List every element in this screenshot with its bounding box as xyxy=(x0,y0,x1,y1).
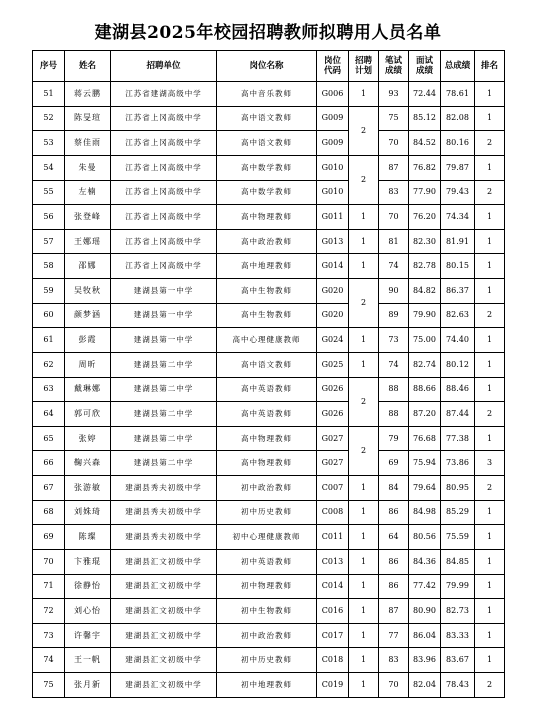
cell-seq: 65 xyxy=(33,426,65,451)
cell-total: 80.12 xyxy=(441,352,475,377)
cell-unit: 江苏省上冈高级中学 xyxy=(111,106,217,131)
cell-plan: 1 xyxy=(349,205,379,230)
cell-unit: 建湖县汇文初级中学 xyxy=(111,673,217,698)
cell-total: 84.85 xyxy=(441,549,475,574)
cell-rank: 2 xyxy=(475,402,505,427)
header-interview-line2: 成绩 xyxy=(415,66,433,76)
cell-interview: 76.82 xyxy=(409,155,441,180)
cell-position: 高中物理教师 xyxy=(217,451,317,476)
cell-code: C007 xyxy=(317,476,349,501)
cell-unit: 江苏省上冈高级中学 xyxy=(111,205,217,230)
cell-rank: 1 xyxy=(475,229,505,254)
cell-interview: 84.36 xyxy=(409,549,441,574)
cell-total: 83.67 xyxy=(441,648,475,673)
cell-plan: 1 xyxy=(349,229,379,254)
cell-total: 82.63 xyxy=(441,303,475,328)
cell-interview: 88.66 xyxy=(409,377,441,402)
cell-written: 75 xyxy=(379,106,409,131)
cell-total: 79.99 xyxy=(441,574,475,599)
cell-interview: 84.52 xyxy=(409,131,441,156)
cell-name: 郭可欣 xyxy=(65,402,111,427)
cell-interview: 82.04 xyxy=(409,673,441,698)
cell-name: 邵娜 xyxy=(65,254,111,279)
header-plan xyxy=(349,51,379,82)
table-row xyxy=(33,673,505,698)
table-row xyxy=(33,82,505,107)
cell-code: G020 xyxy=(317,279,349,304)
cell-seq: 53 xyxy=(33,131,65,156)
cell-name: 朱曼 xyxy=(65,155,111,180)
cell-code: G006 xyxy=(317,82,349,107)
cell-total: 80.16 xyxy=(441,131,475,156)
cell-rank: 1 xyxy=(475,205,505,230)
cell-total: 78.61 xyxy=(441,82,475,107)
cell-interview: 76.20 xyxy=(409,205,441,230)
cell-seq: 75 xyxy=(33,673,65,698)
cell-name: 陈璨 xyxy=(65,525,111,550)
cell-position: 高中数学教师 xyxy=(217,180,317,205)
cell-total: 78.43 xyxy=(441,673,475,698)
cell-seq: 72 xyxy=(33,599,65,624)
cell-total: 82.08 xyxy=(441,106,475,131)
cell-written: 90 xyxy=(379,279,409,304)
cell-written: 70 xyxy=(379,131,409,156)
cell-plan: 1 xyxy=(349,328,379,353)
cell-total: 75.59 xyxy=(441,525,475,550)
cell-seq: 61 xyxy=(33,328,65,353)
cell-plan: 1 xyxy=(349,623,379,648)
cell-seq: 52 xyxy=(33,106,65,131)
cell-code: G010 xyxy=(317,155,349,180)
cell-code: C013 xyxy=(317,549,349,574)
cell-plan: 1 xyxy=(349,673,379,698)
cell-rank: 1 xyxy=(475,525,505,550)
cell-rank: 2 xyxy=(475,476,505,501)
cell-name: 张游敏 xyxy=(65,476,111,501)
cell-interview: 84.98 xyxy=(409,500,441,525)
cell-interview: 85.12 xyxy=(409,106,441,131)
cell-code: G011 xyxy=(317,205,349,230)
cell-seq: 59 xyxy=(33,279,65,304)
cell-unit: 建湖县汇文初级中学 xyxy=(111,574,217,599)
cell-position: 初中心理健康教师 xyxy=(217,525,317,550)
cell-position: 高中语文教师 xyxy=(217,106,317,131)
cell-written: 87 xyxy=(379,599,409,624)
cell-interview: 80.90 xyxy=(409,599,441,624)
table-row xyxy=(33,106,505,131)
cell-seq: 58 xyxy=(33,254,65,279)
table-row xyxy=(33,623,505,648)
cell-code: G026 xyxy=(317,402,349,427)
cell-code: C008 xyxy=(317,500,349,525)
cell-total: 74.40 xyxy=(441,328,475,353)
cell-seq: 56 xyxy=(33,205,65,230)
cell-code: C014 xyxy=(317,574,349,599)
cell-name: 王一帆 xyxy=(65,648,111,673)
table-row xyxy=(33,476,505,501)
cell-position: 初中政治教师 xyxy=(217,623,317,648)
cell-code: G009 xyxy=(317,131,349,156)
cell-total: 87.44 xyxy=(441,402,475,427)
cell-name: 蒋云鹏 xyxy=(65,82,111,107)
cell-position: 高中心理健康教师 xyxy=(217,328,317,353)
cell-written: 83 xyxy=(379,648,409,673)
cell-code: C016 xyxy=(317,599,349,624)
cell-interview: 80.56 xyxy=(409,525,441,550)
cell-unit: 建湖县第二中学 xyxy=(111,402,217,427)
cell-interview: 86.04 xyxy=(409,623,441,648)
cell-rank: 1 xyxy=(475,155,505,180)
cell-rank: 1 xyxy=(475,648,505,673)
cell-plan: 1 xyxy=(349,254,379,279)
cell-position: 高中英语教师 xyxy=(217,377,317,402)
cell-seq: 62 xyxy=(33,352,65,377)
cell-rank: 1 xyxy=(475,426,505,451)
cell-name: 卞雅琨 xyxy=(65,549,111,574)
cell-unit: 江苏省上冈高级中学 xyxy=(111,229,217,254)
cell-position: 高中生物教师 xyxy=(217,279,317,304)
cell-position: 初中物理教师 xyxy=(217,574,317,599)
cell-name: 鞠兴森 xyxy=(65,451,111,476)
cell-rank: 1 xyxy=(475,574,505,599)
cell-rank: 1 xyxy=(475,500,505,525)
cell-plan: 1 xyxy=(349,599,379,624)
cell-name: 周昕 xyxy=(65,352,111,377)
header-interview xyxy=(409,51,441,82)
cell-seq: 73 xyxy=(33,623,65,648)
cell-total: 83.33 xyxy=(441,623,475,648)
cell-rank: 2 xyxy=(475,131,505,156)
cell-name: 刘姝琦 xyxy=(65,500,111,525)
cell-written: 74 xyxy=(379,254,409,279)
header-position: 岗位名称 xyxy=(217,51,317,82)
table-row xyxy=(33,205,505,230)
cell-interview: 82.78 xyxy=(409,254,441,279)
cell-plan: 2 xyxy=(349,279,379,328)
page-title: 建湖县2025年校园招聘教师拟聘用人员名单 xyxy=(94,23,442,43)
cell-unit: 江苏省建湖高级中学 xyxy=(111,82,217,107)
cell-code: G024 xyxy=(317,328,349,353)
header-written-line2: 成绩 xyxy=(384,66,402,76)
cell-written: 69 xyxy=(379,451,409,476)
header-seq: 序号 xyxy=(33,51,65,82)
header-code xyxy=(317,51,349,82)
cell-unit: 建湖县第二中学 xyxy=(111,377,217,402)
cell-unit: 江苏省上冈高级中学 xyxy=(111,131,217,156)
cell-plan: 1 xyxy=(349,549,379,574)
cell-plan: 2 xyxy=(349,377,379,426)
header-written-line1: 笔试 xyxy=(384,56,402,66)
cell-total: 80.15 xyxy=(441,254,475,279)
cell-unit: 建湖县秀夫初级中学 xyxy=(111,525,217,550)
cell-written: 77 xyxy=(379,623,409,648)
cell-position: 高中物理教师 xyxy=(217,426,317,451)
cell-unit: 建湖县第二中学 xyxy=(111,352,217,377)
cell-plan: 1 xyxy=(349,500,379,525)
header-code-line2: 代码 xyxy=(323,66,341,76)
header-plan-line2: 计划 xyxy=(354,66,372,76)
cell-position: 初中英语教师 xyxy=(217,549,317,574)
cell-written: 86 xyxy=(379,500,409,525)
cell-seq: 55 xyxy=(33,180,65,205)
cell-rank: 2 xyxy=(475,180,505,205)
cell-plan: 1 xyxy=(349,648,379,673)
cell-interview: 76.68 xyxy=(409,426,441,451)
cell-code: G025 xyxy=(317,352,349,377)
cell-rank: 2 xyxy=(475,673,505,698)
cell-total: 73.86 xyxy=(441,451,475,476)
table-row xyxy=(33,574,505,599)
cell-name: 张婷 xyxy=(65,426,111,451)
table-row xyxy=(33,500,505,525)
cell-position: 初中生物教师 xyxy=(217,599,317,624)
cell-unit: 建湖县第二中学 xyxy=(111,451,217,476)
cell-seq: 54 xyxy=(33,155,65,180)
table-row xyxy=(33,648,505,673)
cell-name: 左楠 xyxy=(65,180,111,205)
cell-unit: 江苏省上冈高级中学 xyxy=(111,155,217,180)
cell-written: 79 xyxy=(379,426,409,451)
cell-plan: 1 xyxy=(349,352,379,377)
cell-written: 93 xyxy=(379,82,409,107)
cell-position: 初中历史教师 xyxy=(217,648,317,673)
table-row xyxy=(33,303,505,328)
cell-position: 高中语文教师 xyxy=(217,352,317,377)
cell-rank: 2 xyxy=(475,303,505,328)
cell-unit: 建湖县第二中学 xyxy=(111,426,217,451)
cell-interview: 82.74 xyxy=(409,352,441,377)
cell-rank: 1 xyxy=(475,377,505,402)
cell-position: 初中地理教师 xyxy=(217,673,317,698)
header-rank: 排名 xyxy=(475,51,505,82)
cell-plan: 1 xyxy=(349,82,379,107)
cell-seq: 57 xyxy=(33,229,65,254)
cell-rank: 1 xyxy=(475,82,505,107)
cell-written: 70 xyxy=(379,205,409,230)
cell-plan: 2 xyxy=(349,106,379,155)
header-unit: 招聘单位 xyxy=(111,51,217,82)
cell-plan: 2 xyxy=(349,426,379,475)
cell-total: 85.29 xyxy=(441,500,475,525)
cell-name: 王娜瑶 xyxy=(65,229,111,254)
cell-interview: 72.44 xyxy=(409,82,441,107)
cell-written: 89 xyxy=(379,303,409,328)
cell-position: 高中数学教师 xyxy=(217,155,317,180)
cell-total: 86.37 xyxy=(441,279,475,304)
cell-name: 彭霞 xyxy=(65,328,111,353)
cell-plan: 2 xyxy=(349,155,379,204)
cell-total: 79.43 xyxy=(441,180,475,205)
cell-written: 88 xyxy=(379,377,409,402)
cell-seq: 67 xyxy=(33,476,65,501)
cell-name: 陈旻瑄 xyxy=(65,106,111,131)
cell-position: 初中政治教师 xyxy=(217,476,317,501)
cell-written: 70 xyxy=(379,673,409,698)
cell-rank: 1 xyxy=(475,352,505,377)
cell-rank: 1 xyxy=(475,279,505,304)
cell-total: 77.38 xyxy=(441,426,475,451)
cell-code: G027 xyxy=(317,451,349,476)
cell-seq: 63 xyxy=(33,377,65,402)
table-row xyxy=(33,328,505,353)
table-row xyxy=(33,352,505,377)
cell-interview: 79.90 xyxy=(409,303,441,328)
cell-position: 高中语文教师 xyxy=(217,131,317,156)
cell-written: 84 xyxy=(379,476,409,501)
cell-written: 81 xyxy=(379,229,409,254)
cell-interview: 87.20 xyxy=(409,402,441,427)
cell-total: 74.34 xyxy=(441,205,475,230)
cell-unit: 建湖县汇文初级中学 xyxy=(111,623,217,648)
cell-unit: 建湖县汇文初级中学 xyxy=(111,549,217,574)
cell-code: G009 xyxy=(317,106,349,131)
cell-total: 79.87 xyxy=(441,155,475,180)
cell-interview: 79.64 xyxy=(409,476,441,501)
cell-unit: 建湖县汇文初级中学 xyxy=(111,599,217,624)
cell-rank: 1 xyxy=(475,549,505,574)
cell-name: 张登峰 xyxy=(65,205,111,230)
cell-code: C018 xyxy=(317,648,349,673)
cell-rank: 3 xyxy=(475,451,505,476)
cell-rank: 1 xyxy=(475,623,505,648)
cell-code: G013 xyxy=(317,229,349,254)
cell-seq: 51 xyxy=(33,82,65,107)
cell-rank: 1 xyxy=(475,599,505,624)
table-body xyxy=(33,82,505,698)
cell-seq: 60 xyxy=(33,303,65,328)
table-row xyxy=(33,229,505,254)
cell-interview: 77.42 xyxy=(409,574,441,599)
cell-seq: 71 xyxy=(33,574,65,599)
table-row xyxy=(33,549,505,574)
table-row xyxy=(33,599,505,624)
cell-written: 74 xyxy=(379,352,409,377)
cell-unit: 建湖县第一中学 xyxy=(111,328,217,353)
cell-name: 颜梦涵 xyxy=(65,303,111,328)
cell-unit: 江苏省上冈高级中学 xyxy=(111,254,217,279)
cell-total: 88.46 xyxy=(441,377,475,402)
cell-interview: 83.96 xyxy=(409,648,441,673)
cell-seq: 74 xyxy=(33,648,65,673)
cell-position: 高中地理教师 xyxy=(217,254,317,279)
cell-rank: 1 xyxy=(475,254,505,279)
header-written xyxy=(379,51,409,82)
cell-seq: 70 xyxy=(33,549,65,574)
cell-unit: 建湖县秀夫初级中学 xyxy=(111,476,217,501)
cell-unit: 建湖县汇文初级中学 xyxy=(111,648,217,673)
cell-unit: 建湖县秀夫初级中学 xyxy=(111,500,217,525)
cell-plan: 1 xyxy=(349,525,379,550)
header-row xyxy=(33,51,505,82)
cell-interview: 77.90 xyxy=(409,180,441,205)
cell-code: G020 xyxy=(317,303,349,328)
header-interview-line1: 面试 xyxy=(415,56,433,66)
cell-interview: 84.82 xyxy=(409,279,441,304)
cell-code: G010 xyxy=(317,180,349,205)
cell-code: C017 xyxy=(317,623,349,648)
cell-position: 高中政治教师 xyxy=(217,229,317,254)
cell-name: 刘心怡 xyxy=(65,599,111,624)
cell-name: 许馨宇 xyxy=(65,623,111,648)
table-row xyxy=(33,426,505,451)
cell-name: 吴牧秋 xyxy=(65,279,111,304)
table-row xyxy=(33,254,505,279)
table-row xyxy=(33,377,505,402)
cell-code: G014 xyxy=(317,254,349,279)
cell-unit: 建湖县第一中学 xyxy=(111,279,217,304)
cell-written: 73 xyxy=(379,328,409,353)
cell-name: 张月新 xyxy=(65,673,111,698)
table-row xyxy=(33,451,505,476)
cell-interview: 82.30 xyxy=(409,229,441,254)
cell-written: 86 xyxy=(379,574,409,599)
table-row xyxy=(33,155,505,180)
cell-written: 88 xyxy=(379,402,409,427)
cell-rank: 1 xyxy=(475,106,505,131)
cell-name: 蔡佳雨 xyxy=(65,131,111,156)
cell-code: G027 xyxy=(317,426,349,451)
table-row xyxy=(33,180,505,205)
table-row xyxy=(33,525,505,550)
header-code-line1: 岗位 xyxy=(323,56,341,66)
cell-position: 高中生物教师 xyxy=(217,303,317,328)
cell-code: C019 xyxy=(317,673,349,698)
cell-position: 高中英语教师 xyxy=(217,402,317,427)
header-total: 总成绩 xyxy=(441,51,475,82)
cell-interview: 75.00 xyxy=(409,328,441,353)
cell-code: G026 xyxy=(317,377,349,402)
header-plan-line1: 招聘 xyxy=(354,56,372,66)
cell-interview: 75.94 xyxy=(409,451,441,476)
cell-total: 81.91 xyxy=(441,229,475,254)
table-row xyxy=(33,279,505,304)
cell-written: 86 xyxy=(379,549,409,574)
table-row xyxy=(33,402,505,427)
cell-seq: 68 xyxy=(33,500,65,525)
cell-name: 徐静怡 xyxy=(65,574,111,599)
cell-plan: 1 xyxy=(349,476,379,501)
cell-total: 82.73 xyxy=(441,599,475,624)
cell-plan: 1 xyxy=(349,574,379,599)
cell-code: C011 xyxy=(317,525,349,550)
cell-written: 83 xyxy=(379,180,409,205)
cell-seq: 66 xyxy=(33,451,65,476)
cell-seq: 64 xyxy=(33,402,65,427)
cell-position: 高中物理教师 xyxy=(217,205,317,230)
hiring-table xyxy=(32,50,505,698)
cell-total: 80.95 xyxy=(441,476,475,501)
cell-rank: 1 xyxy=(475,328,505,353)
cell-written: 64 xyxy=(379,525,409,550)
cell-position: 初中历史教师 xyxy=(217,500,317,525)
cell-unit: 江苏省上冈高级中学 xyxy=(111,180,217,205)
header-name: 姓名 xyxy=(65,51,111,82)
cell-unit: 建湖县第一中学 xyxy=(111,303,217,328)
cell-name: 戴琳娜 xyxy=(65,377,111,402)
cell-written: 87 xyxy=(379,155,409,180)
cell-seq: 69 xyxy=(33,525,65,550)
cell-position: 高中音乐教师 xyxy=(217,82,317,107)
table-row xyxy=(33,131,505,156)
